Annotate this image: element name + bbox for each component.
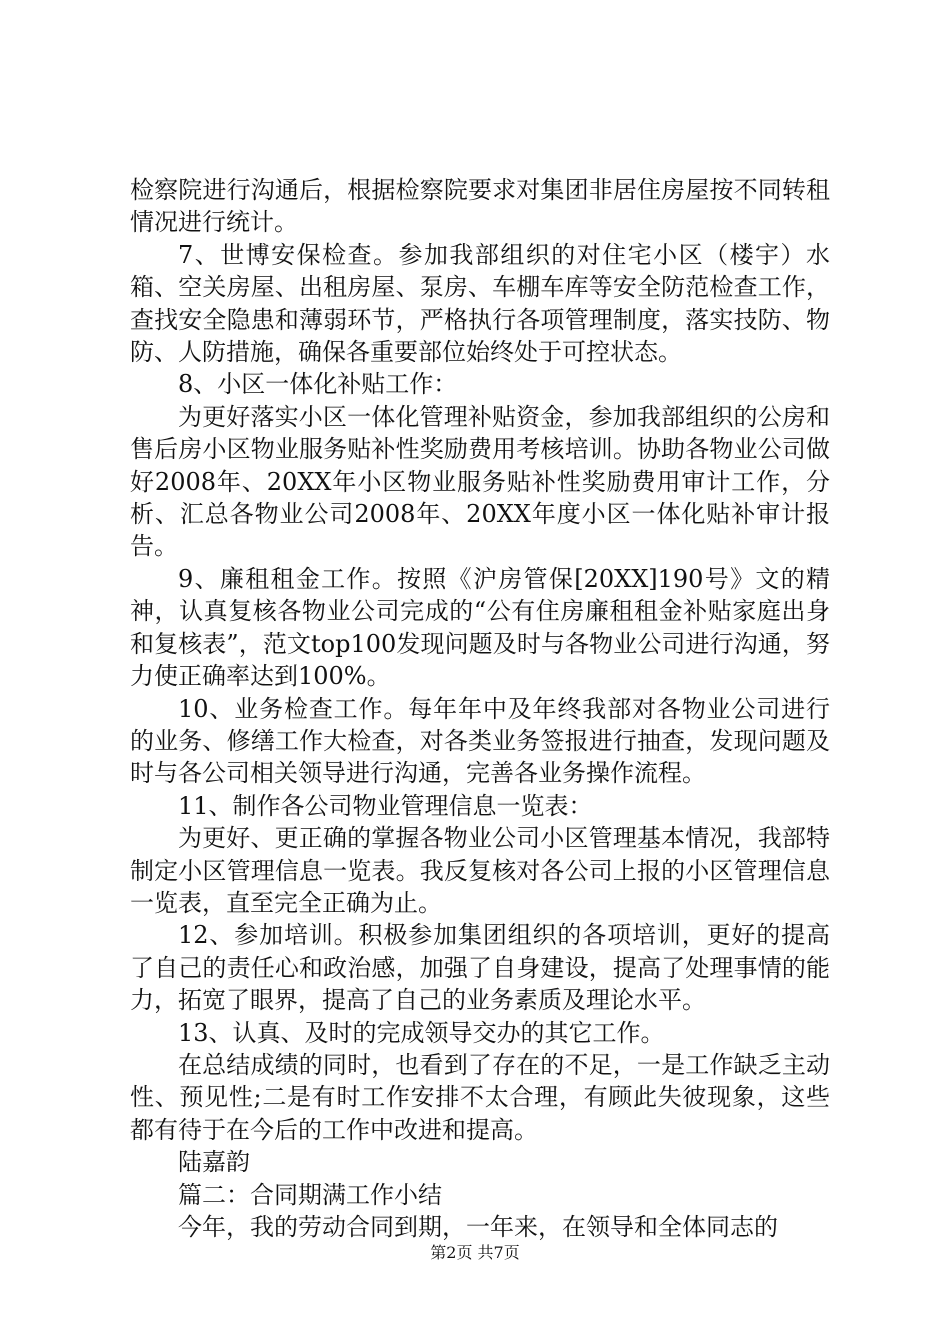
paragraph: 8、小区一体化补贴工作： (178, 370, 458, 399)
paragraph: 10、业务检查工作。每年年中及年终我部对各物业公司进行的业务、修缮工作大检查，对各类业务签报进行抽查，发现问题及时与各公司相关领导进行沟通，完善各业务操作流程。 (130, 694, 830, 788)
document-body (130, 174, 830, 1243)
paragraph: 11、制作各公司物业管理信息一览表： (178, 791, 593, 820)
paragraph: 篇二：合同期满工作小结 (178, 1180, 442, 1209)
page-footer: 第2页 共7页 (430, 1243, 520, 1262)
paragraph: 13、认真、及时的完成领导交办的其它工作。 (178, 1018, 665, 1047)
paragraph: 检察院进行沟通后，根据检察院要求对集团非居住房屋按不同转租情况进行统计。 (130, 176, 830, 237)
paragraph: 12、参加培训。积极参加集团组织的各项培训，更好的提高了自己的责任心和政治感，加强了自身建设，提高了处理事情的能力，拓宽了眼界，提高了自己的业务素质及理论水平。 (130, 921, 830, 1015)
paragraph: 为更好、更正确的掌握各物业公司小区管理基本情况，我部特制定小区管理信息一览表。我反复核对各公司上报的小区管理信息一览表，直至完全正确为止。 (130, 824, 830, 917)
paragraph: 为更好落实小区一体化管理补贴资金，参加我部组织的公房和售后房小区物业服务贴补性奖励费用考核培训。协助各物业公司做好2008年、20XX年小区物业服务贴补性奖励费用审计工作，分析、汇总各物业公司2008年、20XX年度小区一体化贴补审计报告。 (130, 402, 830, 561)
paragraph: 7、世博安保检查。参加我部组织的对住宅小区（楼宇）水箱、空关房屋、出租房屋、泵房、车棚车库等安全防范检查工作，查找安全隐患和薄弱环节，严格执行各项管理制度，落实技防、物防、人防措施，确保各重要部位始终处于可控状态。 (130, 240, 830, 367)
paragraph: 今年，我的劳动合同到期，一年来，在领导和全体同志的 (178, 1213, 778, 1241)
paragraph: 陆嘉韵 (178, 1148, 250, 1177)
paragraph: 在总结成绩的同时，也看到了存在的不足，一是工作缺乏主动性、预见性;二是有时工作安排不太合理，有顾此失彼现象，这些都有待于在今后的工作中改进和提高。 (130, 1050, 830, 1144)
paragraph: 9、廉租租金工作。按照《沪房管保[20XX]190号》文的精神，认真复核各物业公司完成的“公有住房廉租租金补贴家庭出身和复核表”，范文top100发现问题及时与各物业公司进行沟通，努力使正确率达到100%。 (130, 564, 830, 691)
